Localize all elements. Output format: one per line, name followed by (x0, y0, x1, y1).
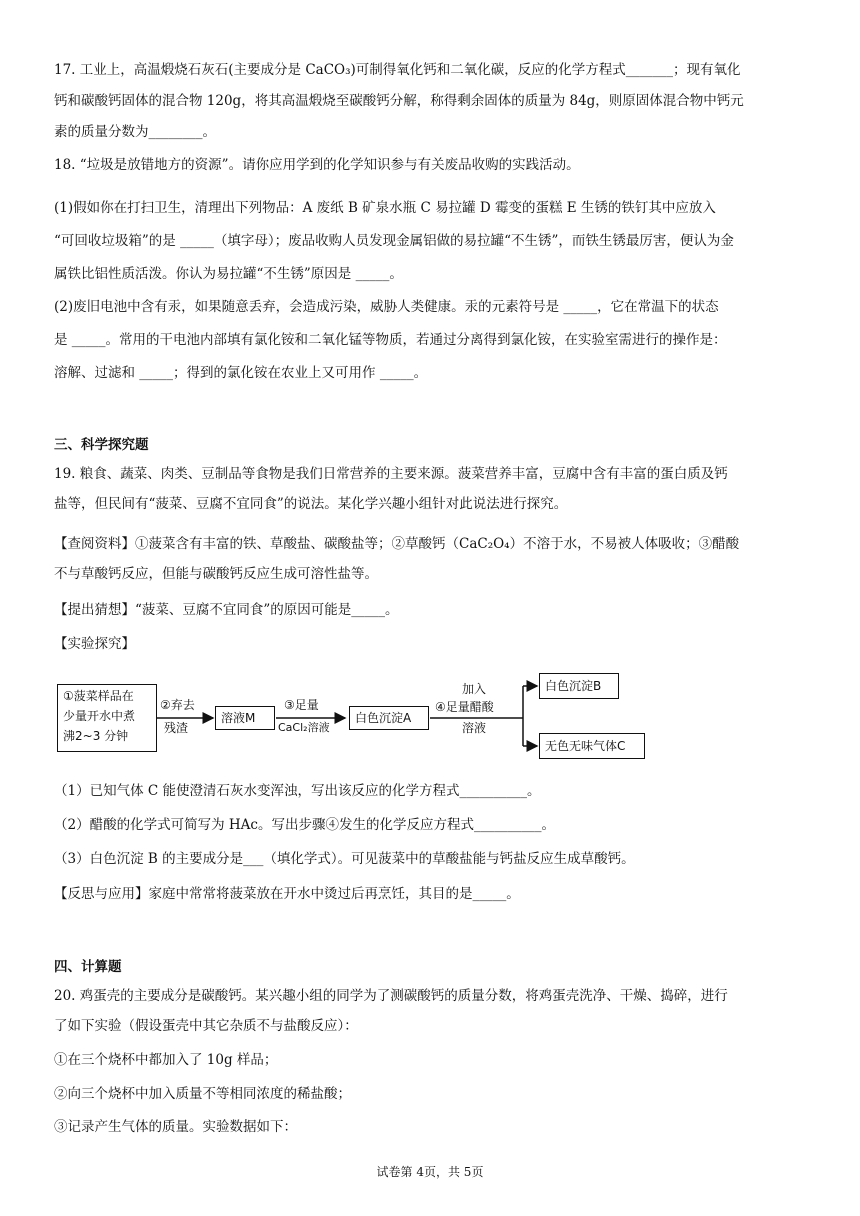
flow-step-3-bottom: CaCl₂溶液 (278, 721, 330, 734)
flow-box-gas-c-label: 无色无味气体C (545, 739, 626, 753)
flow-box-sample-line-1: ①菠菜样品在 (63, 689, 134, 703)
page-footer: 试卷第 4页，共 5页 (376, 1165, 484, 1179)
q20-line-2: 了如下实验（假设蛋壳中其它杂质不与盐酸反应）： (54, 1018, 358, 1034)
flow-box-precipitate-b-label: 白色沉淀B (545, 679, 602, 693)
q17-line-1: 17. 工业上，高温煅烧石灰石(主要成分是 CaCO₃)可制得氧化钙和二氧化碳，反应的化学方程式_______；现有氧化 (54, 62, 741, 78)
q18-line-3: “可回收垃圾箱”的是 _____（填字母）；废品收购人员发现金属铝做的易拉罐“不生锈”，而铁生锈最厉害，便认为金 (54, 233, 734, 249)
flow-step-3-top: ③足量 (284, 698, 319, 712)
flow-box-precipitate-a-label: 白色沉淀A (355, 711, 412, 725)
q19-line-3: 【查阅资料】①菠菜含有丰富的铁、草酸盐、碳酸盐等；②草酸钙（CaC₂O₄）不溶于水，不易被人体吸收；③醋酸 (54, 536, 740, 552)
flow-box-sample-line-3: 沸2~3 分钟 (63, 729, 129, 743)
flow-box-solution-m-label: 溶液M (221, 711, 256, 725)
flow-box-gas-c (539, 733, 645, 759)
section-3-heading: 三、科学探究题 (54, 437, 149, 453)
q18-line-5: (2)废旧电池中含有汞，如果随意丢弃，会造成污染，威胁人类健康。汞的元素符号是 _____，它在常温下的状态 (54, 299, 719, 315)
flow-box-sample (57, 684, 157, 752)
q17-line-3: 素的质量分数为________。 (54, 124, 216, 140)
q18-line-2: (1)假如你在打扫卫生，清理出下列物品：A 废纸 B 矿泉水瓶 C 易拉罐 D 霉变的蛋糕 E 生锈的铁钉其中应放入 (54, 200, 716, 216)
flow-step-4-bottom: 溶液 (462, 721, 487, 735)
q18-line-1: 18. “垃圾是放错地方的资源”。请你应用学到的化学知识参与有关废品收购的实践活动。 (54, 157, 580, 173)
flow-step-4-top-1: 加入 (462, 682, 487, 696)
flow-box-sample-line-2: 少量开水中煮 (63, 709, 136, 723)
q19-reflection: 【反思与应用】家庭中常常将菠菜放在开水中烫过后再烹饪，其目的是_____。 (54, 886, 520, 902)
q19-sub-1: （1）已知气体 C 能使澄清石灰水变浑浊，写出该反应的化学方程式__________。 (54, 783, 541, 799)
flow-box-precipitate-a (349, 706, 429, 730)
q19-sub-2: （2）醋酸的化学式可简写为 HAc。写出步骤④发生的化学反应方程式__________。 (54, 817, 555, 833)
q20-step-2: ②向三个烧杯中加入质量不等相同浓度的稀盐酸； (54, 1086, 351, 1102)
q19-line-6: 【实验探究】 (54, 636, 135, 652)
q19-line-2: 盐等，但民间有“菠菜、豆腐不宜同食”的说法。某化学兴趣小组针对此说法进行探究。 (54, 496, 568, 512)
q17-line-2: 钙和碳酸钙固体的混合物 120g，将其高温煅烧至碳酸钙分解，称得剩余固体的质量为 84g，则原固体混合物中钙元 (54, 93, 744, 109)
q20-step-1: ①在三个烧杯中都加入了 10g 样品； (54, 1052, 278, 1068)
q18-line-4: 属铁比铝性质活泼。你认为易拉罐“不生锈”原因是 _____。 (54, 266, 403, 282)
q19-sub-3: （3）白色沉淀 B 的主要成分是___（填化学式）。可见菠菜中的草酸盐能与钙盐反应生成草酸钙。 (54, 851, 635, 867)
flow-box-solution-m (215, 706, 275, 730)
q20-step-3: ③记录产生气体的质量。实验数据如下： (54, 1119, 297, 1135)
q19-line-1: 19. 粮食、蔬菜、肉类、豆制品等食物是我们日常营养的主要来源。菠菜营养丰富，豆腐中含有丰富的蛋白质及钙 (54, 466, 728, 482)
q19-line-4: 不与草酸钙反应，但能与碳酸钙反应生成可溶性盐等。 (54, 566, 378, 582)
flow-step-4-top-2: ④足量醋酸 (435, 700, 494, 714)
section-4-heading: 四、计算题 (54, 959, 122, 975)
q18-line-7: 溶解、过滤和 _____；得到的氯化铵在农业上又可用作 _____。 (54, 365, 428, 381)
q20-line-1: 20. 鸡蛋壳的主要成分是碳酸钙。某兴趣小组的同学为了测碳酸钙的质量分数，将鸡蛋壳洗净、干燥、捣碎，进行 (54, 988, 728, 1004)
flow-step-2-bottom: 残渣 (164, 721, 189, 735)
q18-line-6: 是 _____。常用的干电池内部填有氯化铵和二氧化锰等物质，若通过分离得到氯化铵，在实验室需进行的操作是： (54, 332, 727, 348)
flow-step-2-top: ②弃去 (160, 698, 195, 712)
flow-box-precipitate-b (539, 673, 619, 699)
q19-line-5: 【提出猜想】“菠菜、豆腐不宜同食”的原因可能是_____。 (54, 602, 399, 618)
